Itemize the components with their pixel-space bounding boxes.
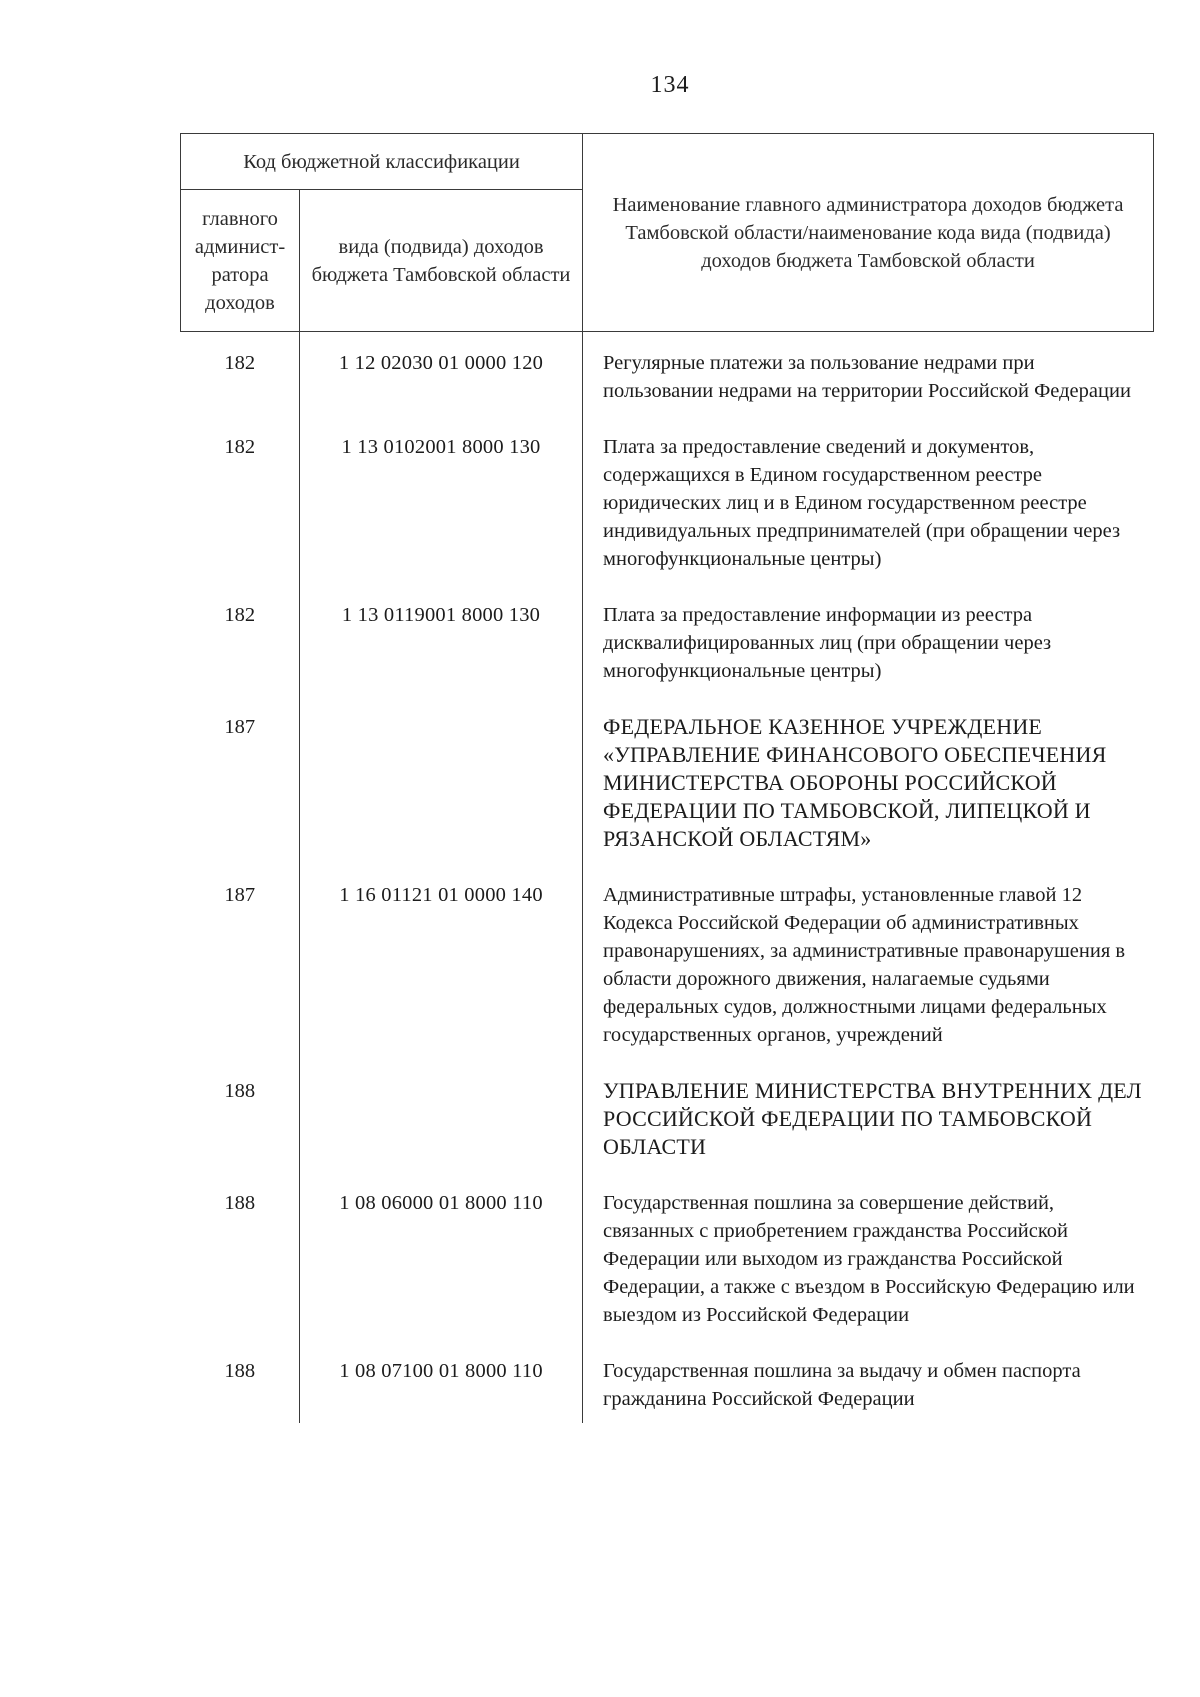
table-row [181, 881, 1154, 1077]
table-row [181, 713, 1154, 881]
income-code: 1 13 0119001 8000 130 [341, 604, 541, 626]
admin-code: 187 [224, 884, 256, 906]
income-name: Государственная пошлина за совершение действий, связанных с приобретением гражданства Российской Федерации или выходом из гражданства Российской Федерации, а также с въездом в Российскую Федерацию или выездом из Российской Федерации [603, 1192, 1135, 1326]
table-row [181, 1077, 1154, 1189]
header-admin-column [181, 190, 300, 332]
table-row [181, 433, 1154, 601]
table-row [181, 1189, 1154, 1357]
income-code: 1 08 07100 01 8000 110 [339, 1360, 543, 1382]
page-number: 134 [650, 72, 690, 98]
admin-code: 188 [224, 1360, 256, 1382]
budget-classification-table [180, 133, 1154, 1423]
header-budget-code-group: Код бюджетной классификации [181, 134, 583, 190]
income-name: Плата за предоставление сведений и документов, содержащихся в Едином государственном реестре юридических лиц и в Едином государственном реестре индивидуальных предпринимателей (при обращении через многофункциональные центры) [603, 436, 1121, 570]
table-row [181, 1357, 1154, 1423]
income-name: Государственная пошлина за выдачу и обмен паспорта гражданина Российской Федерации [603, 1360, 1081, 1410]
admin-code: 187 [224, 716, 256, 738]
header-admin-label: главного админист-ратора доходов [194, 207, 286, 314]
table-row [181, 332, 1154, 434]
admin-code: 182 [224, 436, 256, 458]
income-code: 1 13 0102001 8000 130 [341, 436, 541, 458]
admin-code: 182 [224, 604, 256, 626]
table-row [181, 601, 1154, 713]
admin-code: 188 [224, 1192, 256, 1214]
income-name: Регулярные платежи за пользование недрами при пользовании недрами на территории Российской Федерации [603, 352, 1131, 402]
admin-code: 182 [224, 352, 256, 374]
admin-code: 188 [224, 1080, 256, 1102]
income-code: 1 12 02030 01 0000 120 [338, 352, 544, 374]
table-body [181, 332, 1154, 1424]
income-code: 1 16 01121 01 0000 140 [339, 884, 543, 906]
income-name: Плата за предоставление информации из реестра дисквалифицированных лиц (при обращении через многофункциональные центры) [603, 604, 1052, 682]
administrator-name: УПРАВЛЕНИЕ МИНИСТЕРСТВА ВНУТРЕННИХ ДЕЛ РОССИЙСКОЙ ФЕДЕРАЦИИ ПО ТАМБОВСКОЙ ОБЛАСТИ [603, 1078, 1142, 1159]
administrator-name: ФЕДЕРАЛЬНОЕ КАЗЕННОЕ УЧРЕЖДЕНИЕ «УПРАВЛЕНИЕ ФИНАНСОВОГО ОБЕСПЕЧЕНИЯ МИНИСТЕРСТВА ОБОРОНЫ РОССИЙСКОЙ ФЕДЕРАЦИИ ПО ТАМБОВСКОЙ, ЛИПЕЦКОЙ И РЯЗАНСКОЙ ОБЛАСТЯМ» [603, 714, 1107, 851]
income-name: Административные штрафы, установленные главой 12 Кодекса Российской Федерации об административных правонарушениях, за административные правонарушения в области дорожного движения, налагаемые судьями федеральных судов, должностными лицами федеральных государственных органов, учреждений [603, 884, 1126, 1046]
income-code: 1 08 06000 01 8000 110 [339, 1192, 543, 1214]
income-code [300, 713, 582, 741]
income-code [300, 1077, 582, 1105]
header-income-type-column: вида (подвида) доходов бюджета Тамбовской области [300, 190, 583, 332]
table-header [181, 134, 1154, 332]
header-name-column: Наименование главного администратора доходов бюджета Тамбовской области/наименование кода вида (подвида) доходов бюджета Тамбовской области [583, 134, 1154, 332]
